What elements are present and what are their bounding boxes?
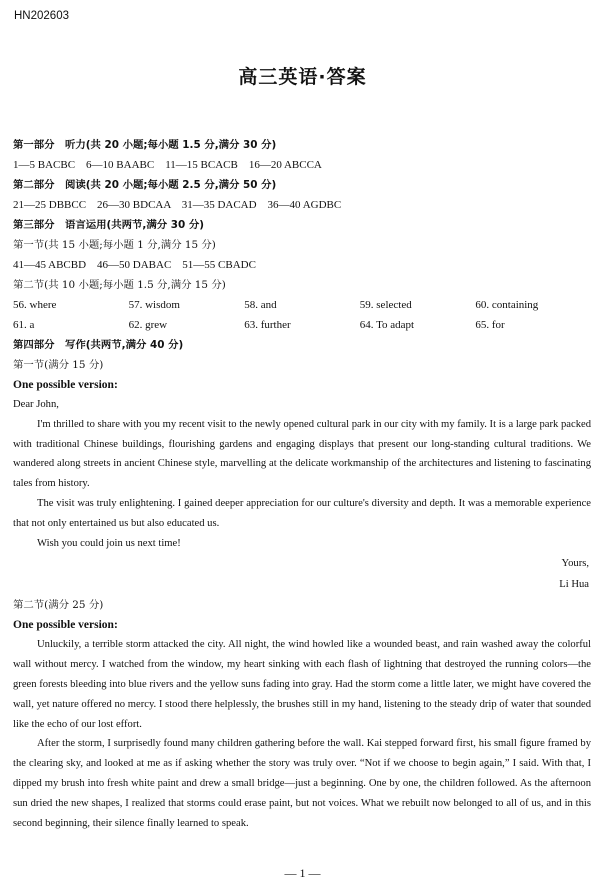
part3-section1-answers: 41—45 ABCBD 46—50 DABAC 51—55 CBADC — [13, 259, 256, 271]
fill-answer-row — [13, 295, 591, 315]
part4-heading: 第四部分 写作(共两节,满分 40 分) — [13, 339, 184, 351]
story-paragraph: After the storm, I surprisedly found many children gathering before the wall. Kai stepped forward first, his small figure framed by the clearing sky, and looked at me as if asking whether the story was truly over. “Not if we choose to begin again,” I said. With that, I dipped my brush into fresh white paint and drew a small bridge—just a beginning. One by one, the children followed. As the afternoon sun dried the new shapes, I realized that storms could erase paint, but not voices. What we rebuilt now belonged to all of us, and in this second beginning, their silence finally learned to speak. — [13, 738, 591, 829]
letter-paragraph: Wish you could join us next time! — [37, 537, 181, 549]
model-version-label: One possible version: — [13, 619, 118, 632]
fill-answer: 61. a — [13, 319, 35, 331]
fill-answer: 64. To adapt — [359, 319, 415, 331]
part1-heading: 第一部分 听力(共 20 小题;每小题 1.5 分,满分 30 分) — [13, 139, 277, 151]
letter-signature: Li Hua — [559, 579, 589, 591]
fill-answer: 60. containing — [475, 299, 539, 311]
letter-closing: Yours, — [561, 558, 589, 570]
part3-section2-heading: 第二节(共 10 小题;每小题 1.5 分,满分 15 分) — [13, 279, 226, 291]
story-paragraph: Unluckily, a terrible storm attacked the city. All night, the wind howled like a wounded beast, and rain washed away the colorful wall without mercy. I watched from the window, my heart sinking with each flash of lightning that destroyed the running colors—the green forests bleeding into blue rivers and the yellow suns fading into gray. Had the storm come a little later, we might have covered the wall, yet nature offered no mercy. I stood there helplessly, the brushes still in my hand, listening to the steady drip of water that sounded like the echo of our lost effort. — [13, 639, 591, 730]
part1-answers: 1—5 BACBC 6—10 BAABC 11—15 BCACB 16—20 ABCCA — [13, 159, 322, 171]
fill-answer-row — [13, 315, 591, 335]
letter-paragraph: I'm thrilled to share with you my recent visit to the newly opened cultural park in our city with my family. It is a large park packed with traditional Chinese buildings, flourishing gardens and engaging displays that present our long-standing cultural traditions. We wandered along streets in ancient Chinese style, marvelling at the delicate workmanship of the architectures and listening to fascinating tales from history. — [13, 418, 591, 490]
fill-answer: 63. further — [244, 319, 291, 331]
fill-answer: 62. grew — [128, 319, 168, 331]
letter-paragraph: The visit was truly enlightening. I gained deeper appreciation for our culture's diversity and depth. It was a memorable experience that not only entertained us but also educated us. — [13, 497, 591, 529]
fill-answer: 59. selected — [359, 299, 412, 311]
answer-content — [13, 135, 591, 833]
part2-heading: 第二部分 阅读(共 20 小题;每小题 2.5 分,满分 50 分) — [13, 179, 277, 191]
page-number: — 1 — — [284, 866, 321, 880]
letter-salutation: Dear John, — [13, 399, 59, 410]
part4-section1-heading: 第一节(满分 15 分) — [13, 359, 104, 371]
model-version-label: One possible version: — [13, 379, 118, 391]
part2-answers: 21—25 DBBCC 26—30 BDCAA 31—35 DACAD 36—40 AGDBC — [13, 199, 342, 211]
fill-answer: 58. and — [244, 299, 277, 311]
part3-heading: 第三部分 语言运用(共两节,满分 30 分) — [13, 219, 204, 231]
fill-answer: 65. for — [475, 319, 505, 331]
part4-section2-heading: 第二节(满分 25 分) — [13, 599, 104, 612]
fill-answer: 57. wisdom — [128, 299, 180, 311]
part3-section1-heading: 第一节(共 15 小题;每小题 1 分,满分 15 分) — [13, 239, 216, 251]
exam-code: HN202603 — [14, 10, 69, 22]
fill-answer: 56. where — [13, 299, 57, 311]
page-title: 高三英语·答案 — [238, 66, 367, 88]
